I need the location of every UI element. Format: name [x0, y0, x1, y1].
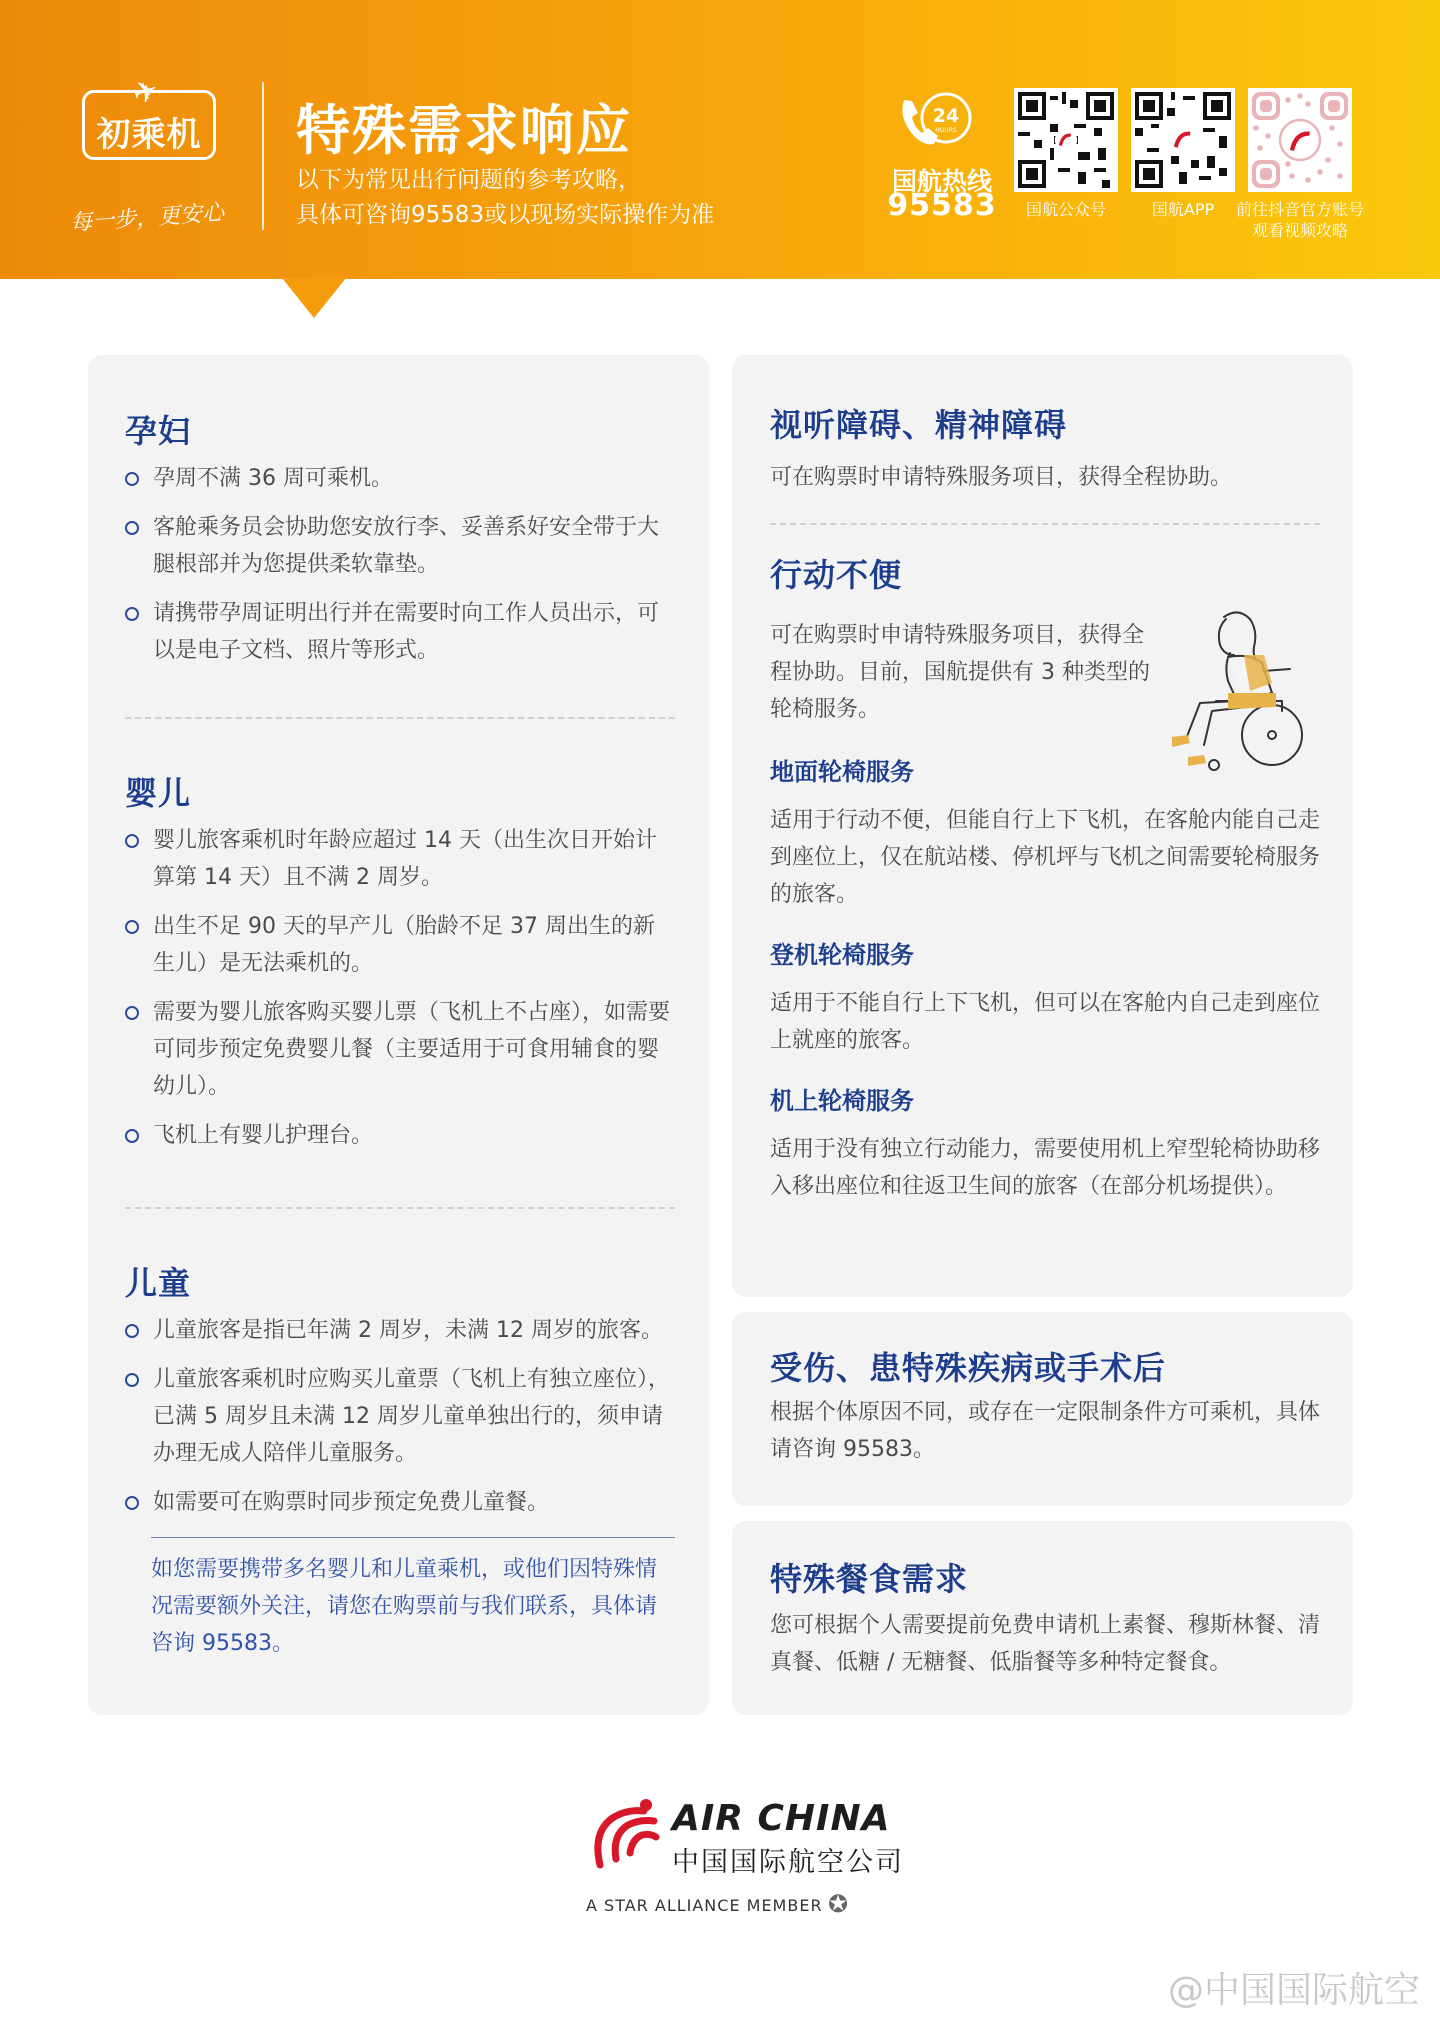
- bullet-icon: [125, 607, 139, 621]
- infant-list: [125, 822, 675, 1166]
- right-card-accessibility: [732, 355, 1353, 1297]
- list-item: 如需要可在购票时同步预定免费儿童餐。: [125, 1484, 675, 1521]
- section-title-pregnant: 孕妇: [125, 412, 192, 450]
- header-divider: [262, 82, 264, 230]
- star-alliance-icon: ✪: [828, 1890, 849, 1918]
- qr-pattern: [1135, 92, 1231, 188]
- airplane-icon: ✈: [127, 71, 164, 114]
- meal-text: 您可根据个人需要提前免费申请机上素餐、穆斯林餐、清真餐、低糖 / 无糖餐、低脂餐等多种特定餐食。: [770, 1613, 1321, 1675]
- logo-text: 初乘机: [96, 115, 202, 155]
- qr-code-douyin[interactable]: [1248, 88, 1352, 192]
- bullet-icon: [125, 1324, 139, 1338]
- qr-caption-douyin: [1236, 199, 1364, 241]
- qr-pattern: [1018, 92, 1114, 188]
- qr-pattern: [1252, 92, 1348, 188]
- list-item: 出生不足 90 天的早产儿（胎龄不足 37 周出生的新生儿）是无法乘机的。: [125, 908, 675, 982]
- logo-slogan: 每一步，更安心: [69, 200, 225, 237]
- qr-caption-app: 国航APP: [1151, 200, 1215, 219]
- list-item: 孕周不满 36 周可乘机。: [125, 460, 675, 497]
- left-card: [88, 355, 709, 1715]
- page-title: 特殊需求响应: [296, 99, 632, 162]
- brand-name-cn: 中国国际航空公司: [672, 1847, 904, 1878]
- qr-caption-douyin-line1: 前往抖音官方账号: [1236, 200, 1365, 219]
- list-item: 儿童旅客是指已年满 2 周岁，未满 12 周岁的旅客。: [125, 1312, 675, 1349]
- qr-code-app[interactable]: [1131, 88, 1235, 192]
- list-item: 需要为婴儿旅客购买婴儿票（飞机上不占座），如需要可同步预定免费婴儿餐（主要适用于可食用辅食的婴幼儿）。: [125, 994, 675, 1105]
- qr-caption-wechat: 国航公众号: [1025, 200, 1106, 219]
- visual-text: 可在购票时申请特殊服务项目，获得全程协助。: [770, 465, 1233, 490]
- hotline-badge: 24: [932, 105, 960, 127]
- list-item: 婴儿旅客乘机时年龄应超过 14 天（出生次日开始计算第 14 天）且不满 2 周岁。: [125, 822, 675, 896]
- section-title-injury: 受伤、患特殊疾病或手术后: [770, 1349, 1167, 1387]
- subtitle-line-2: 具体可咨询95583或以现场实际操作为准: [296, 202, 715, 228]
- phone-24h-icon: [898, 88, 978, 152]
- pregnant-list: [125, 460, 675, 681]
- section-divider: [770, 523, 1320, 525]
- subtitle-line-1: 以下为常见出行问题的参考攻略，: [296, 167, 641, 193]
- service-text-boarding: 适用于不能自行上下飞机，但可以在客舱内自己走到座位上就座的旅客。: [770, 991, 1321, 1053]
- service-title-ground: 地面轮椅服务: [770, 758, 914, 786]
- injury-text: 根据个体原因不同，或存在一定限制条件方可乘机，具体请咨询 95583。: [770, 1400, 1321, 1462]
- page-subtitle: [296, 163, 816, 233]
- weibo-watermark: @中国国际航空: [1167, 1970, 1420, 2011]
- qr-code-wechat[interactable]: [1014, 88, 1118, 192]
- bullet-icon: [125, 920, 139, 934]
- child-note: 如您需要携带多名婴儿和儿童乘机，或他们因特殊情况需要额外关注，请您在购票前与我们联系，具体请咨询 95583。: [151, 1557, 658, 1656]
- service-text-onboard: 适用于没有独立行动能力，需要使用机上窄型轮椅协助移入移出座位和往返卫生间的旅客（在部分机场提供）。: [770, 1137, 1321, 1199]
- bullet-icon: [125, 472, 139, 486]
- mobility-intro: 可在购票时申请特殊服务项目，获得全程协助。目前，国航提供有 3 种类型的轮椅服务。: [770, 623, 1150, 722]
- bullet-icon: [125, 1496, 139, 1510]
- bullet-icon: [125, 1129, 139, 1143]
- right-card-injury: [732, 1312, 1353, 1506]
- section-title-infant: 婴儿: [125, 774, 192, 812]
- service-title-boarding: 登机轮椅服务: [770, 941, 914, 969]
- right-card-meal: [732, 1521, 1353, 1715]
- list-item: 儿童旅客乘机时应购买儿童票（飞机上有独立座位），已满 5 周岁且未满 12 周岁儿童单独出行的，须申请办理无成人陪伴儿童服务。: [125, 1361, 675, 1472]
- bullet-icon: [125, 521, 139, 535]
- wheelchair-illustration-icon: [1154, 605, 1324, 775]
- bullet-icon: [125, 1373, 139, 1387]
- hotline-number[interactable]: 95583: [887, 188, 997, 223]
- bullet-icon: [125, 1006, 139, 1020]
- qr-caption-douyin-line2: 观看视频攻略: [1251, 221, 1348, 240]
- note-divider: [151, 1537, 675, 1538]
- section-title-meal: 特殊餐食需求: [770, 1560, 969, 1598]
- hotline-badge-sub: HOURS: [935, 127, 957, 134]
- header-banner: [0, 0, 1440, 279]
- section-title-child: 儿童: [125, 1264, 192, 1302]
- section-divider: [125, 1207, 675, 1209]
- section-title-visual: 视听障碍、精神障碍: [770, 406, 1068, 444]
- hotline-label: 国航热线: [891, 167, 992, 196]
- header-pointer: [282, 278, 346, 318]
- section-divider: [125, 717, 675, 719]
- air-china-phoenix-logo-icon: [586, 1795, 662, 1879]
- section-title-mobility: 行动不便: [770, 556, 903, 594]
- brand-logo-badge: [82, 71, 216, 160]
- service-title-onboard: 机上轮椅服务: [770, 1087, 914, 1115]
- brand-name: AIR CHINA: [672, 1798, 891, 1839]
- bullet-icon: [125, 834, 139, 848]
- list-item: 客舱乘务员会协助您安放行李、妥善系好安全带于大腿根部并为您提供柔软靠垫。: [125, 509, 675, 583]
- list-item: 请携带孕周证明出行并在需要时向工作人员出示，可以是电子文档、照片等形式。: [125, 595, 675, 669]
- child-list: [125, 1312, 675, 1533]
- alliance-text: A STAR ALLIANCE MEMBER: [586, 1896, 823, 1915]
- list-item: 飞机上有婴儿护理台。: [125, 1117, 675, 1154]
- service-text-ground: 适用于行动不便，但能自行上下飞机，在客舱内能自己走到座位上，仅在航站楼、停机坪与飞机之间需要轮椅服务的旅客。: [770, 808, 1321, 907]
